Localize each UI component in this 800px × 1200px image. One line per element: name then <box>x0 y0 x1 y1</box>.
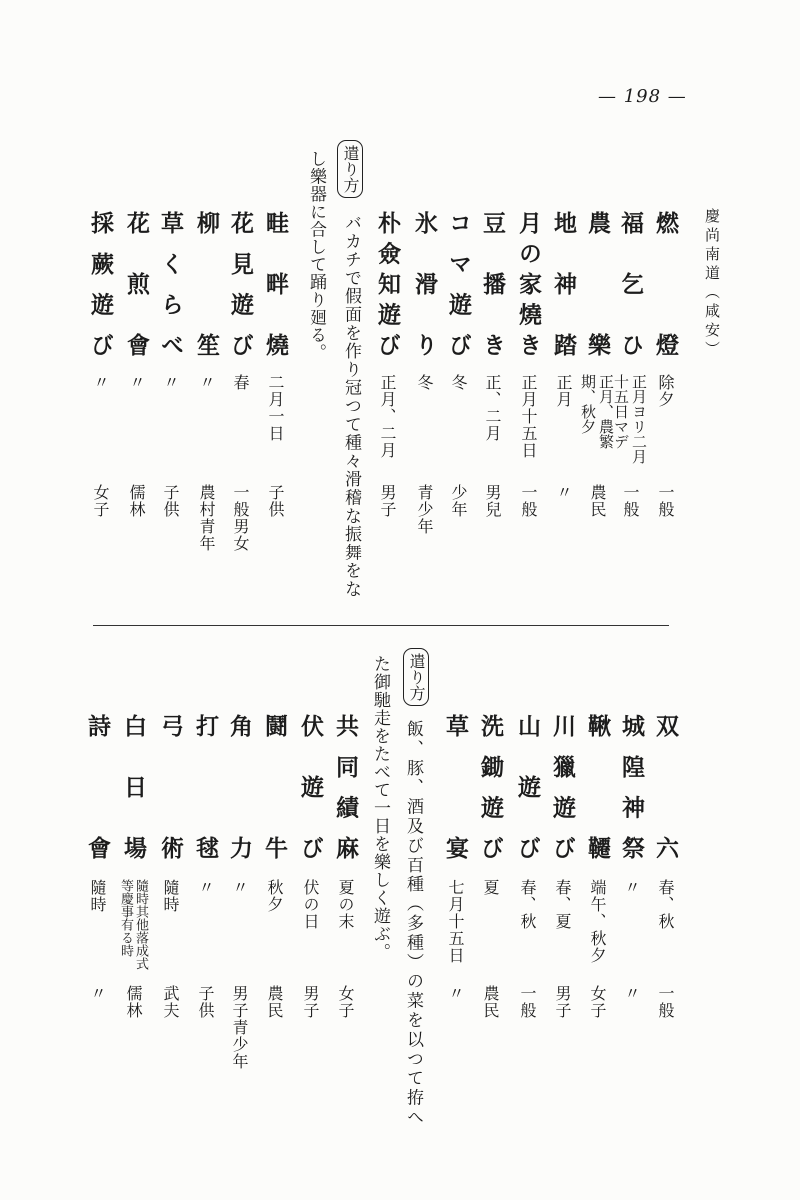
game-name: コマ遊び <box>445 211 471 356</box>
game-participants: 〃 <box>622 985 641 1002</box>
game-participants: 女子 <box>336 985 355 1019</box>
game-participants: 〃 <box>446 985 465 1002</box>
game-participants: 一般 <box>519 484 538 518</box>
game-season: 二月一日 <box>266 374 285 442</box>
game-season: 〃 <box>127 374 146 391</box>
game-participants: 男子 <box>553 985 572 1019</box>
game-name: 柳笙 <box>193 211 219 356</box>
game-participants: 男兒 <box>483 484 502 518</box>
game-participants: 農民 <box>588 484 607 518</box>
game-participants: 一般 <box>621 484 640 518</box>
game-participants: 農民 <box>481 985 500 1019</box>
game-name: 川獵遊び <box>549 714 575 859</box>
game-name: 詩會 <box>84 714 110 859</box>
game-name: 白日場 <box>120 714 146 859</box>
game-name: 角力 <box>226 714 252 859</box>
game-name: 双六 <box>652 714 678 859</box>
game-participants: 子供 <box>196 985 215 1019</box>
game-season: 夏 <box>481 879 500 896</box>
game-name: 山遊び <box>514 714 540 859</box>
game-participants: 一般 <box>656 484 675 518</box>
game-season: 冬 <box>415 374 434 391</box>
game-participants: 儒林 <box>124 985 143 1019</box>
game-season: 隨時 <box>161 879 180 913</box>
game-participants: 女子 <box>91 484 110 518</box>
page-number: — 198 — <box>598 86 687 107</box>
game-participants: 男子 <box>301 985 320 1019</box>
game-name: 豆播き <box>479 211 505 356</box>
game-season: 夏の末 <box>336 879 355 930</box>
game-season: 正月、二月 <box>378 374 397 459</box>
game-season: 春 <box>231 374 250 391</box>
game-name: 花煎會 <box>123 211 149 356</box>
game-name: 鬪牛 <box>261 714 287 859</box>
method-label: 遣り方 <box>337 140 363 198</box>
game-participants: 男子青少年 <box>230 985 249 1070</box>
game-participants: 〃 <box>88 985 107 1002</box>
game-season: 端午、秋夕 <box>588 879 607 964</box>
section-divider <box>93 625 669 626</box>
game-participants: 女子 <box>588 985 607 1019</box>
game-participants: 子供 <box>161 484 180 518</box>
game-season: 春、秋 <box>518 879 537 930</box>
game-name: 地神踏 <box>550 211 576 356</box>
game-name: 氷滑り <box>411 211 437 356</box>
game-name: 燃燈 <box>652 211 678 356</box>
game-participants: 農民 <box>265 985 284 1019</box>
game-name: 草宴 <box>442 714 468 859</box>
game-season: 正、二月 <box>483 374 502 442</box>
game-participants: 農村青年 <box>197 484 216 552</box>
game-participants: 青少年 <box>415 484 434 535</box>
game-participants: 子供 <box>266 484 285 518</box>
game-name: 畦畔燒 <box>262 211 288 356</box>
method-text-line: し樂器に合して踊り廻る。 <box>306 150 326 362</box>
method-text-line: た御馳走をたべて一日を樂しく遊ぶ。 <box>370 655 390 961</box>
game-name: 打毬 <box>192 714 218 859</box>
game-participants: 儒林 <box>127 484 146 518</box>
game-season: 正月 <box>554 374 573 408</box>
game-name: 採蕨遊び <box>87 211 113 356</box>
game-name: 共同績麻 <box>332 714 358 859</box>
game-participants: 男子 <box>378 484 397 518</box>
game-season: 冬 <box>449 374 468 391</box>
game-name: 草くらべ <box>157 211 183 356</box>
game-season: 正月十五日 <box>519 374 538 459</box>
game-name: 花見遊び <box>227 211 253 356</box>
game-season: 除夕 <box>656 374 675 408</box>
game-season: 七月十五日 <box>446 879 465 964</box>
game-name: 福乞ひ <box>617 211 643 356</box>
method-text-line: バカチで假面を作り冠つて種々滑稽な振舞をな <box>341 214 361 599</box>
game-name: 月の家燒き <box>515 211 541 356</box>
game-name: 伏遊び <box>297 714 323 859</box>
game-season: 秋夕 <box>265 879 284 913</box>
region-heading: 慶尚南道（咸安） <box>703 208 721 360</box>
game-season: 隨時 <box>88 879 107 913</box>
game-name: 朴僉知遊び <box>374 211 400 356</box>
game-name: 農樂 <box>584 211 610 356</box>
method-text-line: 飯、豚、酒及び百種（多種）の菜を以つて拵へ <box>403 720 423 1128</box>
game-name: 洗鋤遊び <box>477 714 503 859</box>
method-label: 遣り方 <box>403 648 429 706</box>
game-season: 春、秋 <box>656 879 675 930</box>
game-season: 正月ヨリ二月十五日マデ <box>612 374 648 464</box>
game-season: 〃 <box>622 879 641 896</box>
game-season: 〃 <box>230 879 249 896</box>
game-season: 春、夏 <box>553 879 572 930</box>
game-participants: 一般 <box>656 985 675 1019</box>
game-name: 鞦韆 <box>584 714 610 859</box>
game-participants: 一般 <box>518 985 537 1019</box>
game-name: 城隍神祭 <box>618 714 644 859</box>
game-participants: 少年 <box>449 484 468 518</box>
game-season: 〃 <box>161 374 180 391</box>
game-season: 〃 <box>91 374 110 391</box>
game-participants: 〃 <box>554 484 573 501</box>
game-participants: 武夫 <box>161 985 180 1019</box>
game-participants: 一般男女 <box>231 484 250 552</box>
game-season: 〃 <box>196 879 215 896</box>
game-season: 伏の日 <box>301 879 320 930</box>
game-season: 〃 <box>197 374 216 391</box>
game-season: 隨時其他落成式等慶事有る時 <box>118 879 148 970</box>
game-name: 弓術 <box>157 714 183 859</box>
game-season: 正月、農繁期、秋夕 <box>579 374 615 449</box>
